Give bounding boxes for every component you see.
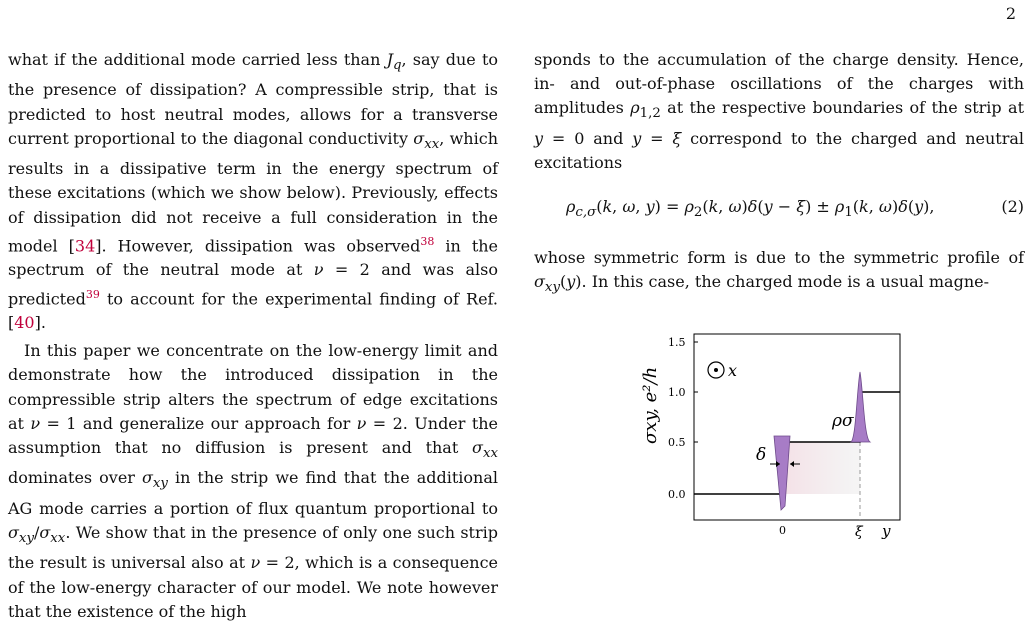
equation-number: (2) [1001, 197, 1024, 217]
equation [534, 195, 1024, 225]
left-peak [774, 436, 790, 510]
right-peak [851, 372, 870, 442]
citation-link[interactable]: 34 [74, 236, 96, 256]
x-tick-label: ξ [855, 524, 863, 540]
citation-link[interactable]: 38 [420, 234, 435, 248]
figure [604, 328, 904, 558]
right-column [534, 48, 1024, 300]
paragraph: In this paper we concentrate on the low-energy limit and demonstrate how the introduced dissipation in the compressible strip alters the spectrum of edge excitations at ν = 1 and generalize our approach for ν = 2. Under the assumption that no diffusion is present and that $\sigma_{xx}$ dominates over $\sigma_{xy}$ in the strip we find that the additional AG mode carries a portion of flux quantum proportional to $\sigma_{xy}/\sigma_{xx}$. We show that in the presence of only one such strip the result is universal also at ν = 2, which is a consequence of the low-energy character of our model. We note however that the existence of the high [8, 341, 499, 621]
paragraph: what if the additional mode carried less than $J_q$, say due to the presence of dissipation? A compressible strip, that is predicted to host neutral modes, allows for a transverse current proportional to the diagonal conductivity $\sigma_{xx}$, which results in a dissipative term in the energy spectrum of these excitations (which we show below). Previously, effects of dissipation did not receive a full consideration in the model [34]. However, dissipation was observed$^{38}$ in the spectrum of the neutral mode at ν = 2 and was also predicted$^{39}$ to account for the experimental finding of Ref. [40]. [8, 50, 499, 333]
paragraph: whose symmetric form is due to the symmetric profile of $\sigma_{xy}(y)$. In this case, the charged mode is a usual magne- [534, 247, 1024, 295]
equation-body: $\rho_{c,\sigma}(k$, ω, $y) = \rho_2(k$, $\omega)\delta(y - \xi) \pm \rho_1(k$, ω)δ(y), [566, 197, 935, 221]
delta-label: δ [756, 445, 767, 465]
x-tick-label: 0 [779, 524, 786, 537]
y-tick-label: 1.5 [668, 336, 686, 349]
figure-plot [604, 328, 904, 558]
x-axis-label: y [882, 522, 891, 540]
paragraph: sponds to the accumulation of the charge density. Hence, in- and out-of-phase oscillations of the charges with amplitudes $\rho_{1,2}$ at the respective boundaries of the strip at y = 0 and y = ξ correspond to the charged and neutral excitations [534, 50, 1025, 172]
y-axis-label: σxy, e²/h [640, 366, 661, 444]
citation-link[interactable]: 40 [14, 313, 35, 333]
y-tick-label: 0.0 [668, 488, 686, 501]
page-number: 2 [1005, 4, 1016, 23]
y-tick-label: 0.5 [668, 436, 686, 449]
odot-icon-center [714, 368, 718, 372]
left-column [8, 48, 498, 624]
strip-shading [782, 442, 860, 494]
y-tick-label: 1.0 [668, 386, 686, 399]
citation-link[interactable]: 39 [85, 287, 100, 301]
rho-label: ρσ [832, 411, 854, 431]
odot-label: x [728, 361, 738, 380]
